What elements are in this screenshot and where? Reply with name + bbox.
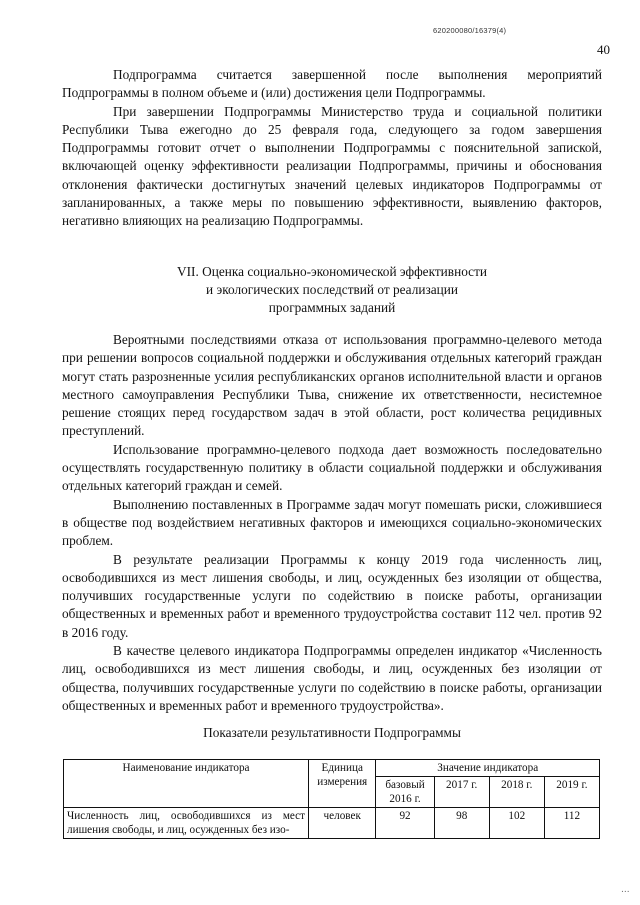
section-heading-line: программных заданий <box>268 300 396 315</box>
value-cell: 112 <box>544 808 599 839</box>
paragraph: Вероятными последствиями отказа от использования программно-целевого метода при решении вопросов социальной поддержки и обслуживания отдельных категорий граждан могут стать разрозненные усилия республиканских органов исполнительной власти и органов местного самоуправления Республики Тыва, снижение их ответственности, несистемное решение стоящих перед государством задач в этой области, рост количества рецидивных преступлений. <box>62 332 602 439</box>
table-title: Показатели результативности Подпрограммы <box>203 725 461 740</box>
paragraph: Выполнению поставленных в Программе задач могут помешать риски, сложившиеся в обществе под воздействием негативных факторов и имеющихся социально-экономических проблем. <box>62 496 602 549</box>
value-cell: 98 <box>434 808 489 839</box>
header-unit: Единица измерения <box>309 760 376 808</box>
corner-scan-mark: ... <box>621 885 630 895</box>
paragraph: Использование программно-целевого подхода дает возможность последовательно осуществлять государственную политику в области социальной поддержки и обслуживания отдельных категорий граждан и семей. <box>62 441 602 494</box>
indicators-table <box>63 759 600 839</box>
body-text-bottom <box>62 331 602 715</box>
value-cell: 102 <box>489 808 544 839</box>
document-code: 620200080/16379(4) <box>433 26 507 35</box>
table-row <box>64 808 600 839</box>
header-year: базовый 2016 г. <box>376 777 434 808</box>
paragraph: При завершении Подпрограммы Министерство труда и социальной политики Республики Тыва ежегодно до 25 февраля года, следующего за годом завершения Подпрограммы готовит отчет о выполнении Подпрограммы с пояснительной запиской, включающей оценку эффективности реализации Подпрограммы, причины и обоснования отклонения фактически достигнутых значений целевых индикаторов Подпрограммы от запланированных, а также меры по повышению эффективности, выявлению факторов, негативно влияющих на реализацию Подпрограммы. <box>62 103 602 229</box>
unit-cell: человек <box>309 808 376 839</box>
section-heading-line: и экологических последствий от реализации <box>206 282 458 297</box>
section-heading-line: VII. Оценка социально-экономической эффективности <box>177 264 487 279</box>
header-year: 2017 г. <box>434 777 489 808</box>
header-year: 2018 г. <box>489 777 544 808</box>
page-number: 40 <box>597 42 610 57</box>
body-text-top <box>62 66 602 231</box>
indicator-name-cell: Численность лиц, освободившихся из мест лишения свободы, и лиц, осужденных без изо- <box>64 808 309 839</box>
paragraph: В качестве целевого индикатора Подпрограммы определен индикатор «Численность лиц, освободившихся из мест лишения свободы, и лиц, осужденных без изоляции от общества, получивших государственные услуги по содействию в поиске работы, организации общественных и временных работ и временного трудоустройства». <box>62 643 602 713</box>
table-header-row <box>64 760 600 777</box>
section-heading <box>62 263 602 317</box>
paragraph: Подпрограмма считается завершенной после выполнения мероприятий Подпрограммы в полном объеме и (или) достижения цели Подпрограммы. <box>62 67 602 101</box>
header-year: 2019 г. <box>544 777 599 808</box>
header-values: Значение индикатора <box>376 760 600 777</box>
paragraph: В результате реализации Программы к концу 2019 года численность лиц, освободившихся из мест лишения свободы, и лиц, осужденных без изоляции от общества, получивших государственные услуги по содействию в поиске работы, организации общественных и временных работ и временного трудоустройства составит 112 чел. против 92 в 2016 году. <box>62 551 602 640</box>
header-indicator-name: Наименование индикатора <box>64 760 309 808</box>
value-cell: 92 <box>376 808 434 839</box>
